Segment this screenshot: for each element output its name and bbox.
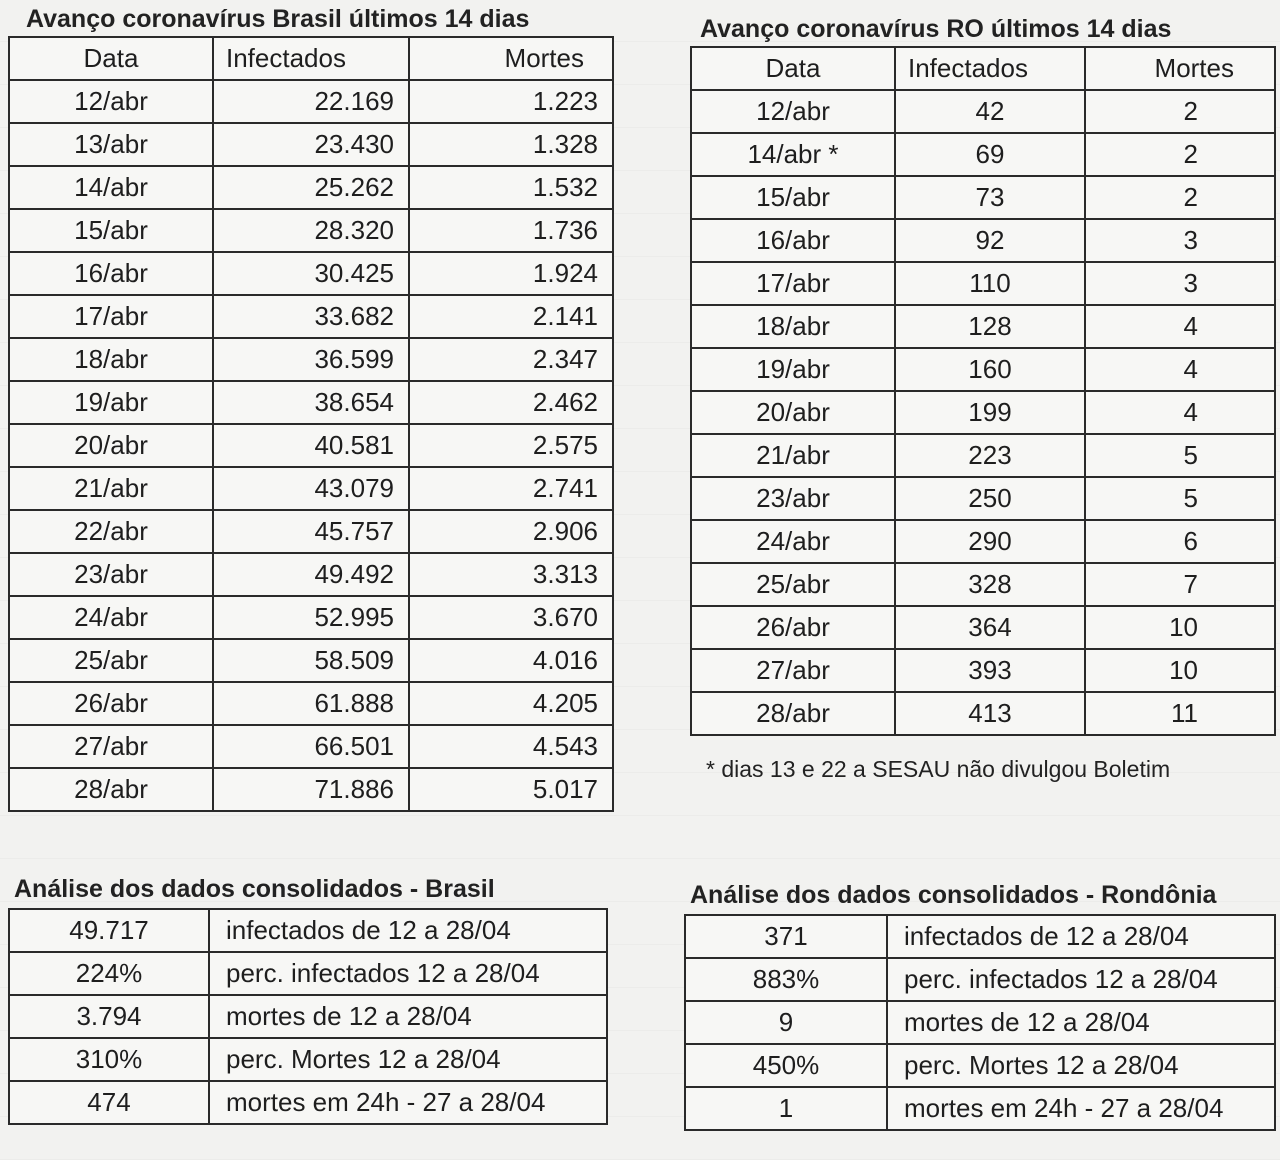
cell-data: 26/abr	[9, 682, 213, 725]
cell-data: 19/abr	[9, 381, 213, 424]
cell-data: 23/abr	[691, 477, 895, 520]
cell-mortes: 2.906	[409, 510, 613, 553]
header-infectados: Infectados	[895, 47, 1085, 90]
table-row	[691, 348, 1275, 391]
table-row	[691, 563, 1275, 606]
cell-data: 28/abr	[691, 692, 895, 735]
cell-mortes: 2.141	[409, 295, 613, 338]
summary-description: perc. infectados 12 a 28/04	[209, 952, 607, 995]
cell-infectados: 110	[895, 262, 1085, 305]
table-row	[691, 434, 1275, 477]
cell-infectados: 73	[895, 176, 1085, 219]
summary-description: mortes de 12 a 28/04	[887, 1001, 1275, 1044]
summary-row	[9, 995, 607, 1038]
table-row	[691, 477, 1275, 520]
table-row	[691, 391, 1275, 434]
table-row	[9, 467, 613, 510]
cell-mortes: 1.924	[409, 252, 613, 295]
cell-mortes: 1.328	[409, 123, 613, 166]
cell-infectados: 413	[895, 692, 1085, 735]
cell-mortes: 5	[1085, 477, 1275, 520]
table-row	[691, 219, 1275, 262]
cell-infectados: 69	[895, 133, 1085, 176]
table-row	[691, 133, 1275, 176]
ro-title: Avanço coronavírus RO últimos 14 dias	[700, 15, 1172, 43]
cell-mortes: 4	[1085, 305, 1275, 348]
cell-infectados: 328	[895, 563, 1085, 606]
summary-value: 1	[685, 1087, 887, 1130]
summary-value: 310%	[9, 1038, 209, 1081]
summary-description: perc. infectados 12 a 28/04	[887, 958, 1275, 1001]
summary-value: 450%	[685, 1044, 887, 1087]
summary-row	[685, 1001, 1275, 1044]
cell-mortes: 2.575	[409, 424, 613, 467]
cell-data: 28/abr	[9, 768, 213, 811]
ro-table	[690, 46, 1276, 736]
cell-data: 27/abr	[9, 725, 213, 768]
cell-infectados: 38.654	[213, 381, 409, 424]
cell-data: 21/abr	[691, 434, 895, 477]
cell-mortes: 6	[1085, 520, 1275, 563]
cell-mortes: 3.313	[409, 553, 613, 596]
header-mortes: Mortes	[1085, 47, 1275, 90]
ro-footnote: * dias 13 e 22 a SESAU não divulgou Boletim	[706, 756, 1171, 782]
cell-data: 18/abr	[691, 305, 895, 348]
analise-ro-title: Análise dos dados consolidados - Rondônia	[690, 881, 1217, 909]
summary-row	[685, 915, 1275, 958]
cell-mortes: 2.741	[409, 467, 613, 510]
cell-infectados: 58.509	[213, 639, 409, 682]
cell-mortes: 1.532	[409, 166, 613, 209]
cell-data: 17/abr	[9, 295, 213, 338]
cell-infectados: 71.886	[213, 768, 409, 811]
cell-data: 20/abr	[9, 424, 213, 467]
cell-infectados: 36.599	[213, 338, 409, 381]
cell-infectados: 45.757	[213, 510, 409, 553]
header-mortes: Mortes	[409, 37, 613, 80]
cell-infectados: 128	[895, 305, 1085, 348]
cell-data: 23/abr	[9, 553, 213, 596]
summary-value: 474	[9, 1081, 209, 1124]
table-row	[691, 305, 1275, 348]
summary-description: infectados de 12 a 28/04	[887, 915, 1275, 958]
cell-infectados: 223	[895, 434, 1085, 477]
summary-row	[9, 909, 607, 952]
cell-mortes: 3	[1085, 219, 1275, 262]
cell-data: 19/abr	[691, 348, 895, 391]
ro-header-row	[691, 47, 1275, 90]
table-row	[691, 520, 1275, 563]
cell-mortes: 2.462	[409, 381, 613, 424]
table-row	[9, 166, 613, 209]
table-row	[9, 252, 613, 295]
brasil-table	[8, 36, 614, 812]
cell-infectados: 393	[895, 649, 1085, 692]
table-row	[691, 606, 1275, 649]
cell-mortes: 2	[1085, 176, 1275, 219]
analise-ro-table	[684, 914, 1276, 1131]
cell-data: 18/abr	[9, 338, 213, 381]
summary-description: infectados de 12 a 28/04	[209, 909, 607, 952]
summary-value: 883%	[685, 958, 887, 1001]
cell-infectados: 33.682	[213, 295, 409, 338]
table-row	[9, 338, 613, 381]
cell-mortes: 2.347	[409, 338, 613, 381]
cell-mortes: 1.223	[409, 80, 613, 123]
table-row	[9, 553, 613, 596]
cell-infectados: 30.425	[213, 252, 409, 295]
cell-infectados: 42	[895, 90, 1085, 133]
table-row	[691, 90, 1275, 133]
cell-mortes: 10	[1085, 606, 1275, 649]
table-row	[9, 295, 613, 338]
cell-data: 16/abr	[691, 219, 895, 262]
table-row	[9, 510, 613, 553]
table-row	[9, 682, 613, 725]
summary-value: 371	[685, 915, 887, 958]
cell-data: 24/abr	[9, 596, 213, 639]
table-row	[9, 381, 613, 424]
cell-infectados: 364	[895, 606, 1085, 649]
cell-infectados: 28.320	[213, 209, 409, 252]
header-data: Data	[9, 37, 213, 80]
cell-infectados: 52.995	[213, 596, 409, 639]
summary-description: mortes em 24h - 27 a 28/04	[887, 1087, 1275, 1130]
cell-infectados: 66.501	[213, 725, 409, 768]
analise-brasil-block	[8, 872, 606, 1125]
cell-mortes: 4	[1085, 348, 1275, 391]
brasil-header-row	[9, 37, 613, 80]
cell-data: 27/abr	[691, 649, 895, 692]
summary-value: 3.794	[9, 995, 209, 1038]
summary-description: mortes de 12 a 28/04	[209, 995, 607, 1038]
summary-row	[685, 1044, 1275, 1087]
cell-data: 22/abr	[9, 510, 213, 553]
cell-data: 12/abr	[691, 90, 895, 133]
cell-data: 17/abr	[691, 262, 895, 305]
cell-data: 14/abr *	[691, 133, 895, 176]
cell-mortes: 2	[1085, 133, 1275, 176]
cell-data: 24/abr	[691, 520, 895, 563]
cell-infectados: 22.169	[213, 80, 409, 123]
cell-infectados: 25.262	[213, 166, 409, 209]
cell-mortes: 3	[1085, 262, 1275, 305]
summary-row	[9, 952, 607, 995]
cell-data: 20/abr	[691, 391, 895, 434]
cell-infectados: 43.079	[213, 467, 409, 510]
cell-mortes: 1.736	[409, 209, 613, 252]
table-row	[9, 596, 613, 639]
cell-data: 21/abr	[9, 467, 213, 510]
cell-data: 13/abr	[9, 123, 213, 166]
table-row	[9, 209, 613, 252]
cell-data: 14/abr	[9, 166, 213, 209]
ro-block	[690, 12, 1274, 782]
cell-infectados: 49.492	[213, 553, 409, 596]
analise-brasil-title: Análise dos dados consolidados - Brasil	[14, 875, 495, 903]
summary-description: perc. Mortes 12 a 28/04	[209, 1038, 607, 1081]
cell-infectados: 61.888	[213, 682, 409, 725]
cell-mortes: 4.205	[409, 682, 613, 725]
cell-infectados: 199	[895, 391, 1085, 434]
cell-infectados: 160	[895, 348, 1085, 391]
cell-data: 15/abr	[9, 209, 213, 252]
cell-mortes: 4.543	[409, 725, 613, 768]
cell-mortes: 7	[1085, 563, 1275, 606]
header-infectados: Infectados	[213, 37, 409, 80]
cell-mortes: 4.016	[409, 639, 613, 682]
cell-infectados: 23.430	[213, 123, 409, 166]
cell-data: 26/abr	[691, 606, 895, 649]
analise-brasil-table	[8, 908, 608, 1125]
cell-mortes: 2	[1085, 90, 1275, 133]
cell-infectados: 250	[895, 477, 1085, 520]
summary-row	[685, 958, 1275, 1001]
table-row	[9, 639, 613, 682]
table-row	[9, 123, 613, 166]
brasil-title: Avanço coronavírus Brasil últimos 14 dias	[26, 5, 530, 33]
table-row	[691, 692, 1275, 735]
table-row	[691, 262, 1275, 305]
cell-infectados: 92	[895, 219, 1085, 262]
brasil-block	[8, 2, 612, 812]
cell-data: 12/abr	[9, 80, 213, 123]
summary-row	[9, 1038, 607, 1081]
table-row	[691, 649, 1275, 692]
cell-infectados: 40.581	[213, 424, 409, 467]
summary-description: perc. Mortes 12 a 28/04	[887, 1044, 1275, 1087]
table-row	[691, 176, 1275, 219]
analise-ro-block	[684, 878, 1274, 1131]
summary-row	[9, 1081, 607, 1124]
summary-row	[685, 1087, 1275, 1130]
cell-data: 25/abr	[691, 563, 895, 606]
cell-mortes: 3.670	[409, 596, 613, 639]
cell-infectados: 290	[895, 520, 1085, 563]
summary-description: mortes em 24h - 27 a 28/04	[209, 1081, 607, 1124]
cell-mortes: 10	[1085, 649, 1275, 692]
cell-mortes: 11	[1085, 692, 1275, 735]
cell-data: 25/abr	[9, 639, 213, 682]
cell-mortes: 5	[1085, 434, 1275, 477]
summary-value: 9	[685, 1001, 887, 1044]
cell-data: 16/abr	[9, 252, 213, 295]
table-row	[9, 424, 613, 467]
table-row	[9, 725, 613, 768]
table-row	[9, 80, 613, 123]
header-data: Data	[691, 47, 895, 90]
summary-value: 224%	[9, 952, 209, 995]
summary-value: 49.717	[9, 909, 209, 952]
cell-data: 15/abr	[691, 176, 895, 219]
cell-mortes: 5.017	[409, 768, 613, 811]
table-row	[9, 768, 613, 811]
cell-mortes: 4	[1085, 391, 1275, 434]
